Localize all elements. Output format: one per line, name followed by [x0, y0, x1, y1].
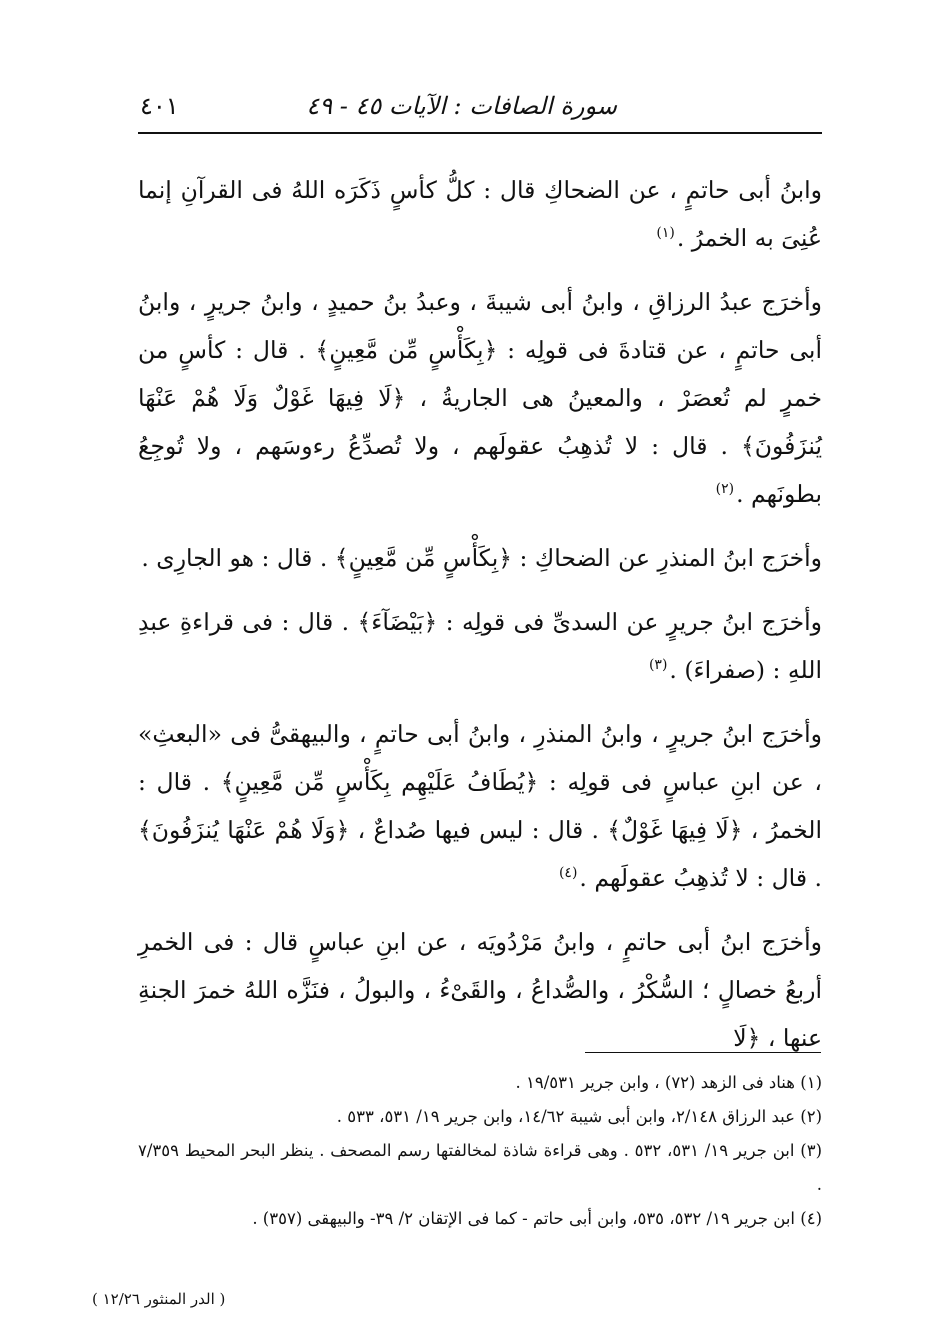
footnote-1: (١) هناد فى الزهد (٧٢) ، وابن جرير ١٩/٥٣١ .	[515, 1073, 822, 1092]
paragraph-text: وأخرَج ابنُ أبى حاتمٍ ، وابنُ مَرْدُويَه ، عن ابنِ عباسٍ قال : فى الخمرِ أربعُ خصالٍ ؛ السُّكْرُ ، والصُّداعُ ، والقَىْءُ ، والبولُ ، فنَزَّه اللهُ خمرَ الجنةِ عنها ، ﴿لَا	[138, 928, 822, 1052]
page-number: ٤٠١	[140, 92, 179, 120]
footnote-4: (٤) ابن جرير ١٩/ ٥٣٢، ٥٣٥، وابن أبى حاتم - كما فى الإتقان ٢/ ٣٩- والبيهقى (٣٥٧) .	[252, 1209, 822, 1228]
footnotes	[138, 1066, 822, 1236]
footnote-3: (٣) ابن جرير ١٩/ ٥٣١، ٥٣٢ . وهى قراءة شاذة لمخالفتها رسم المصحف . ينظر البحر المحيط ٧/٣٥٩ .	[138, 1141, 822, 1194]
paragraph-text: وابنُ أبى حاتمٍ ، عن الضحاكِ قال : كلُّ كأسٍ ذَكَرَه اللهُ فى القرآنِ إنما عُنِىَ به الخمرُ .	[138, 176, 822, 252]
body-text	[138, 166, 822, 1062]
footnote-ref: (٤)	[558, 865, 578, 882]
paragraph-2	[138, 278, 822, 518]
paragraph-1	[138, 166, 822, 262]
page-header	[138, 88, 822, 128]
paragraph-3	[138, 534, 822, 582]
paragraph-text: وأخرَج ابنُ جريرٍ ، وابنُ المنذرِ ، وابنُ أبى حاتمٍ ، والبيهقىُّ فى «البعثِ» ، عن ابنِ عباسٍ فى قولِه : ﴿يُطَافُ عَلَيْهِم بِكَأْسٍ مِّن مَّعِينٍ﴾ . قال : الخمرُ ، ﴿لَا فِيهَا غَوْلٌ﴾ . قال : ليس فيها صُداعٌ ، ﴿وَلَا هُمْ عَنْهَا يُنزَفُونَ﴾ . قال : لا تُذهِبُ عقولَهم .	[138, 720, 822, 892]
footnote-2: (٢) عبد الرزاق ٢/١٤٨، وابن أبى شيبة ١٤/٦٢، وابن جرير ١٩/ ٥٣١، ٥٣٣ .	[336, 1107, 822, 1126]
paragraph-text: وأخرَج عبدُ الرزاقِ ، وابنُ أبى شيبةَ ، وعبدُ بنُ حميدٍ ، وابنُ جريرٍ ، وابنُ أبى حاتمٍ ، عن قتادةَ فى قولِه : ﴿بِكَأْسٍ مِّن مَّعِينٍ﴾ . قال : كأسٍ من خمرٍ لم تُعصَرْ ، والمعينُ هى الجاريةُ ، ﴿لَا فِيهَا غَوْلٌ وَلَا هُمْ عَنْهَا يُنزَفُونَ﴾ . قال : لا تُذهِبُ عقولَهم ، ولا تُصدِّعُ رءوسَهم ، ولا تُوجِعُ بطونَهم .	[138, 288, 822, 508]
header-rule	[138, 132, 822, 134]
paragraph-text: وأخرَج ابنُ المنذرِ عن الضحاكِ : ﴿بِكَأْسٍ مِّن مَّعِينٍ﴾ . قال : هو الجارِى .	[141, 544, 822, 572]
paragraph-5	[138, 710, 822, 902]
paragraph-4	[138, 598, 822, 694]
footnote-ref: (١)	[656, 225, 675, 242]
footnote-ref: (٢)	[715, 481, 735, 498]
volume-label: ( الدر المنثور ١٢/٢٦ )	[92, 1290, 226, 1308]
footnote-ref: (٣)	[648, 657, 668, 674]
running-title: سورة الصافات : الآيات ٤٥ - ٤٩	[306, 92, 617, 120]
paragraph-6	[138, 918, 822, 1062]
paragraph-text: وأخرَج ابنُ جريرٍ عن السدىِّ فى قولِه : ﴿بَيْضَآءَ﴾ . قال : فى قراءةِ عبدِ اللهِ : (صفراءَ) .	[138, 608, 822, 684]
footnote-rule	[585, 1052, 821, 1053]
